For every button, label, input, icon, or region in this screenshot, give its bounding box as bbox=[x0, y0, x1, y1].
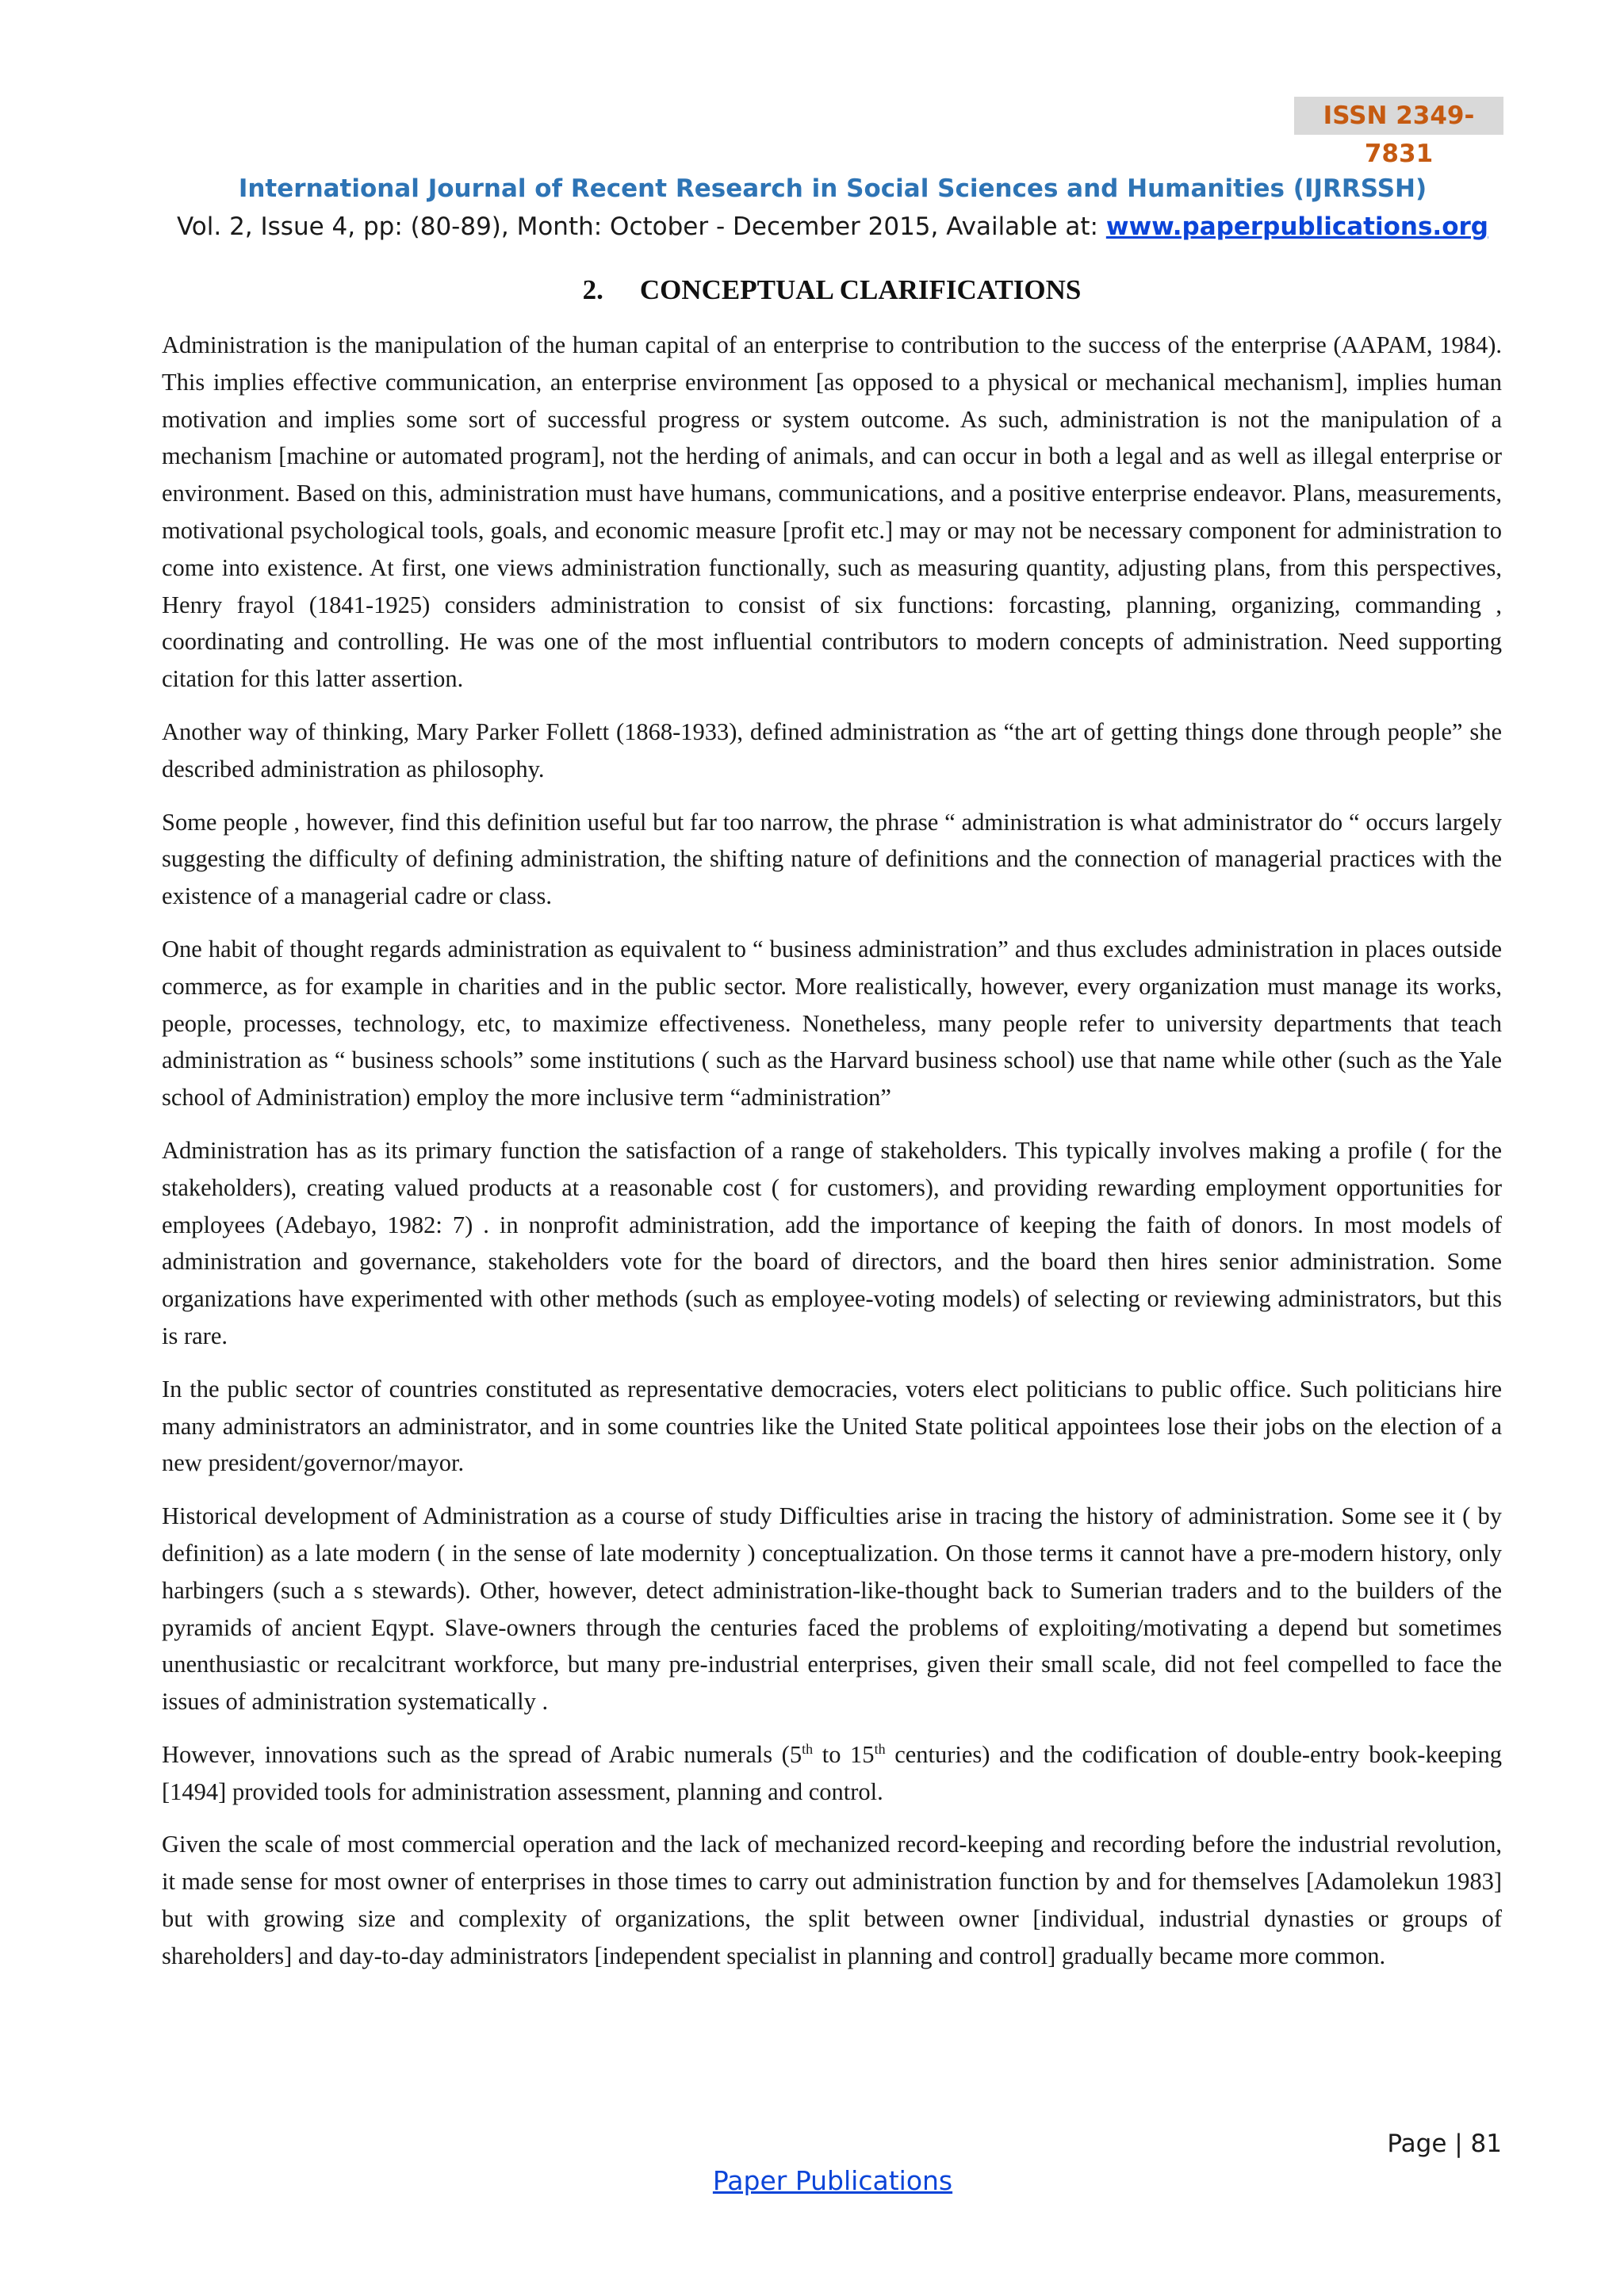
section-number: 2. bbox=[582, 274, 603, 305]
paragraph-text: to 15 bbox=[813, 1740, 875, 1768]
paragraph bbox=[162, 1736, 1502, 1811]
superscript: th bbox=[874, 1740, 886, 1757]
publisher-link[interactable]: Paper Publications bbox=[712, 2165, 953, 2196]
paragraph: Administration has as its primary function the satisfaction of a range of stakeholders. This typically involves making a profile ( for the stakeholders), creating valued products at a reasonable cost ( for customers), and providing rewarding employment opportunities for employees (Adebayo, 1982: 7) . in nonprofit administration, add the importance of keeping the faith of donors. In most models of administration and governance, stakeholders vote for the board of directors, and the board then hires senior administration. Some organizations have experimented with other methods (such as employee-voting models) of selecting or reviewing administrators, but this is rare. bbox=[162, 1136, 1502, 1349]
journal-meta-text: Vol. 2, Issue 4, pp: (80-89), Month: October - December 2015, Available at: bbox=[177, 212, 1106, 241]
paragraph: One habit of thought regards administration as equivalent to “ business administration” and thus excludes administration in places outside commerce, as for example in charities and in the public sector. More realistically, however, every organization must manage its works, people, processes, technology, etc, to maximize effectiveness. Nonetheless, many people refer to university departments that teach administration as “ business schools” some institutions ( such as the Harvard business school) use that name while other (such as the Yale school of Administration) employ the more inclusive term “administration” bbox=[162, 935, 1502, 1112]
section-heading bbox=[162, 271, 1502, 309]
body-text bbox=[162, 327, 1502, 1991]
issn-label: ISSN 2349-7831 bbox=[1294, 97, 1503, 135]
journal-url-link[interactable]: www.paperpublications.org bbox=[1105, 212, 1488, 241]
paragraph-text: centuries) and the codification of double-entry book-keeping [1494] provided tools for administration assessment, planning and control. bbox=[162, 1740, 1502, 1805]
paragraph: Another way of thinking, Mary Parker Follett (1868-1933), defined administration as “the art of getting things done through people” she described administration as philosophy. bbox=[162, 718, 1502, 783]
paragraph: Administration is the manipulation of the human capital of an enterprise to contribution to the success of the enterprise (AAPAM, 1984). This implies effective communication, an enterprise environment [as opposed to a physical or mechanical mechanism], implies human motivation and implies some sort of successful progress or system outcome. As such, administration is not the manipulation of a mechanism [machine or automated program], not the herding of animals, and can occur in both a legal and as well as illegal enterprise or environment. Based on this, administration must have humans, communications, and a positive enterprise endeavor. Plans, measurements, motivational psychological tools, goals, and economic measure [profit etc.] may or may not be necessary component for administration to come into existence. At first, one views administration functionally, such as measuring quantity, adjusting plans, from this perspectives, Henry frayol (1841-1925) considers administration to consist of six functions: forcasting, planning, organizing, commanding , coordinating and controlling. He was one of the most influential contributors to modern concepts of administration. Need supporting citation for this latter assertion. bbox=[162, 331, 1502, 693]
journal-meta bbox=[159, 209, 1507, 244]
paragraph: Some people , however, find this definition useful but far too narrow, the phrase “ administration is what administrator do “ occurs largely suggesting the difficulty of defining administration, the shifting nature of definitions and the connection of managerial practices with the existence of a managerial cadre or class. bbox=[162, 808, 1502, 910]
paragraph: In the public sector of countries constituted as representative democracies, voters elect politicians to public office. Such politicians hire many administrators an administrator, and in some countries like the United State political appointees lose their jobs on the election of a new president/governor/mayor. bbox=[162, 1375, 1502, 1477]
journal-title: International Journal of Recent Research in Social Sciences and Humanities (IJRRSSH) bbox=[238, 174, 1427, 203]
paragraph-text: However, innovations such as the spread of Arabic numerals (5 bbox=[162, 1740, 802, 1768]
section-title: CONCEPTUAL CLARIFICATIONS bbox=[639, 274, 1082, 305]
paragraph: Given the scale of most commercial operation and the lack of mechanized record-keeping and recording before the industrial revolution, it made sense for most owner of enterprises in those times to carry out administration function by and for themselves [Adamolekun 1983] but with growing size and complexity of organizations, the split between owner [individual, industrial dynasties or groups of shareholders] and day-to-day administrators [independent specialist in planning and control] gradually became more common. bbox=[162, 1831, 1502, 1969]
paragraph: Historical development of Administration as a course of study Difficulties arise in tracing the history of administration. Some see it ( by definition) as a late modern ( in the sense of late modernity ) conceptualization. On those terms it cannot have a pre-modern history, only harbingers (such a s stewards). Other, however, detect administration-like-thought back to Sumerian traders and to the builders of the pyramids of ancient Eqypt. Slave-owners through the centuries faced the problems of exploiting/motivating a depend but sometimes unenthusiastic or recalcitrant workforce, but many pre-industrial enterprises, given their small scale, did not feel compelled to face the issues of administration systematically . bbox=[162, 1502, 1502, 1716]
superscript: th bbox=[802, 1740, 814, 1757]
page-number: Page | 81 bbox=[1387, 2130, 1502, 2158]
